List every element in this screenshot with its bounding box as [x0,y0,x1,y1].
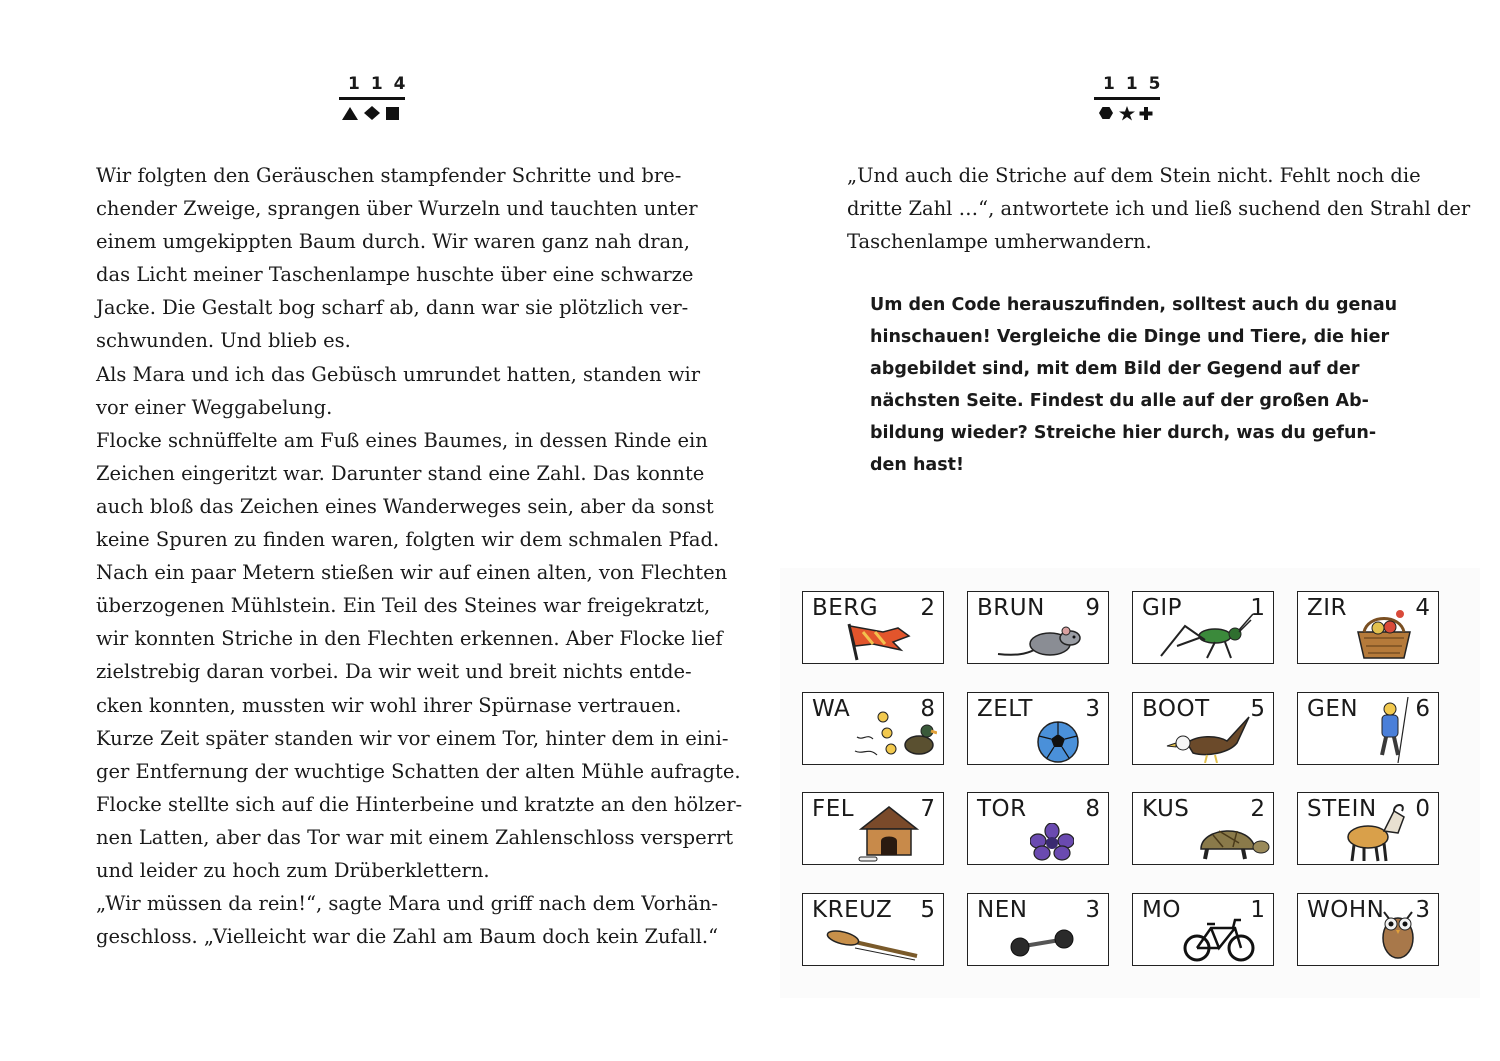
puzzle-card[interactable] [802,591,944,664]
text-line: ger Entfernung der wuchtige Schatten der alten Mühle aufragte. [96,759,741,783]
text-line: „Und auch die Striche auf dem Stein nicht. Fehlt noch die [847,164,1421,187]
football-icon [1036,720,1080,764]
text-line: zielstrebig daran vorbei. Da wir weit und breit nichts entde- [96,660,692,684]
text-line: einem umgekippten Baum durch. Wir waren ganz nah dran, [96,230,690,254]
instruction-line: abgebildet sind, mit dem Bild der Gegend auf der [870,359,1360,379]
dumbbell-icon [1010,928,1074,958]
card-syllable: NEN [977,897,1028,923]
puzzle-card[interactable] [1297,591,1439,664]
instruction-line: hinschauen! Vergleiche die Dinge und Tiere, die hier [870,327,1390,347]
text-line: nen Latten, aber das Tor war mit einem Zahlenschloss versperrt [96,825,734,849]
diamond-icon [364,106,380,120]
text-line: vor einer Weggabelung. [96,395,333,419]
triangle-icon [342,107,358,120]
cricket-icon [1155,612,1255,662]
text-line: „Wir müssen da rein!“, sagte Mara und griff nach dem Vorhän- [96,892,718,916]
card-syllable: ZELT [977,696,1033,722]
page-number-rule [1094,97,1160,100]
card-syllable: GEN [1307,696,1359,722]
text-line: Als Mara und ich das Gebüsch umrundet hatten, standen wir [96,362,701,386]
text-line: überzogenen Mühlstein. Ein Teil des Steines war freigekratzt, [96,594,711,618]
hexagon-icon [1099,107,1113,119]
ducks-icon [853,707,937,763]
instruction-line: bildung wieder? Streiche hier durch, was du gefun- [870,423,1377,443]
card-syllable: BERG [812,595,879,621]
text-line: geschloss. „Vielleicht war die Zahl am Baum doch kein Zufall.“ [96,925,719,949]
card-number: 3 [1085,696,1100,722]
card-syllable: KREUZ [812,897,893,923]
doghouse-icon [857,805,921,863]
card-number: 1 [1250,897,1265,923]
page-number-right [1092,74,1172,121]
instruction-line: Um den Code herauszufinden, solltest auch du genau [870,295,1398,315]
puzzle-card[interactable] [967,893,1109,966]
puzzle-card[interactable] [1132,591,1274,664]
star-icon [1119,106,1135,121]
rat-icon [996,624,1086,660]
card-number: 5 [920,897,935,923]
right-story-text [847,159,1471,258]
page-number-rule [339,97,405,100]
page-number-left [337,74,417,121]
paddle-icon [825,928,921,962]
cross-icon [1140,107,1153,120]
bicycle-icon [1183,916,1255,962]
text-line: das Licht meiner Taschenlampe huschte über eine schwarze [96,263,694,287]
puzzle-card[interactable] [1297,792,1439,865]
page-number-digits: 114 [348,74,417,94]
card-syllable: WOHN [1307,897,1385,923]
basket-icon [1354,608,1414,662]
puzzle-card[interactable] [802,893,944,966]
card-syllable: MO [1142,897,1181,923]
flag-icon [843,620,913,662]
owl-icon [1378,900,1418,964]
card-number: 2 [1250,796,1265,822]
card-syllable: STEIN [1307,796,1377,822]
text-line: auch bloß das Zeichen eines Wanderweges sein, aber da sonst [96,494,714,518]
instruction-line: nächsten Seite. Findest du alle auf der großen Ab- [870,391,1369,411]
text-line: Wir folgten den Geräuschen stampfender Schritte und bre- [96,164,682,187]
puzzle-card[interactable] [802,792,944,865]
turtle-icon [1193,819,1271,863]
picture-card-grid [780,568,1480,998]
page-number-digits: 115 [1103,74,1172,94]
text-line: chender Zweige, sprangen über Wurzeln und tauchten unter [96,197,698,221]
text-line: wir konnten Striche in den Flechten erkennen. Aber Flocke lief [96,627,723,651]
card-number: 6 [1415,696,1430,722]
card-syllable: KUS [1142,796,1190,822]
card-number: 8 [920,696,935,722]
card-number: 1 [1250,595,1265,621]
text-line: keine Spuren zu finden waren, folgten wir dem schmalen Pfad. [96,528,720,552]
card-syllable: BRUN [977,595,1045,621]
card-number: 3 [1415,897,1430,923]
card-number: 8 [1085,796,1100,822]
instruction-line: den hast! [870,455,964,475]
puzzle-card[interactable] [1297,893,1439,966]
card-syllable: GIP [1142,595,1182,621]
puzzle-card[interactable] [967,692,1109,765]
text-line: Flocke schnüffelte am Fuß eines Baumes, in dessen Rinde ein [96,428,708,452]
page-shapes-left [340,105,404,121]
puzzle-card[interactable] [1132,792,1274,865]
puzzle-card[interactable] [1132,692,1274,765]
card-syllable: TOR [977,796,1027,822]
text-line: dritte Zahl …“, antwortete ich und ließ suchend den Strahl der [847,197,1471,221]
square-icon [386,107,399,120]
card-syllable: WA [812,696,851,722]
puzzle-card[interactable] [967,591,1109,664]
text-line: Flocke stellte sich auf die Hinterbeine und kratzte an den hölzer- [96,792,743,816]
card-number: 7 [920,796,935,822]
text-line: Taschenlampe umherwandern. [847,230,1152,254]
flower-icon [1030,823,1074,861]
left-story-text [96,159,743,953]
card-number: 5 [1250,696,1265,722]
card-syllable: FEL [812,796,855,822]
puzzle-card[interactable] [802,692,944,765]
card-number: 9 [1085,595,1100,621]
puzzle-instruction [870,289,1430,481]
text-line: Kurze Zeit später standen wir vor einem Tor, hinter dem in eini- [96,726,729,750]
card-number: 4 [1415,595,1430,621]
puzzle-card[interactable] [1132,893,1274,966]
text-line: Nach ein paar Metern stießen wir auf einen alten, von Flechten [96,561,728,585]
climber-icon [1374,697,1414,763]
text-line: cken konnten, mussten wir wohl ihrer Spürnase vertrauen. [96,693,682,717]
page-shapes-right [1095,105,1159,121]
text-line: schwunden. Und blieb es. [96,329,351,353]
card-number: 2 [920,595,935,621]
text-line: und leider zu hoch zum Drüberklettern. [96,858,490,882]
card-number: 3 [1085,897,1100,923]
card-syllable: ZIR [1307,595,1348,621]
text-line: Zeichen eingeritzt war. Darunter stand eine Zahl. Das konnte [96,461,705,485]
puzzle-card[interactable] [967,792,1109,865]
text-line: Jacke. Die Gestalt bog scharf ab, dann war sie plötzlich ver- [96,296,689,320]
card-number: 0 [1415,796,1430,822]
eagle-icon [1157,713,1257,763]
puzzle-card[interactable] [1297,692,1439,765]
card-syllable: BOOT [1142,696,1210,722]
goat-icon [1340,801,1410,863]
